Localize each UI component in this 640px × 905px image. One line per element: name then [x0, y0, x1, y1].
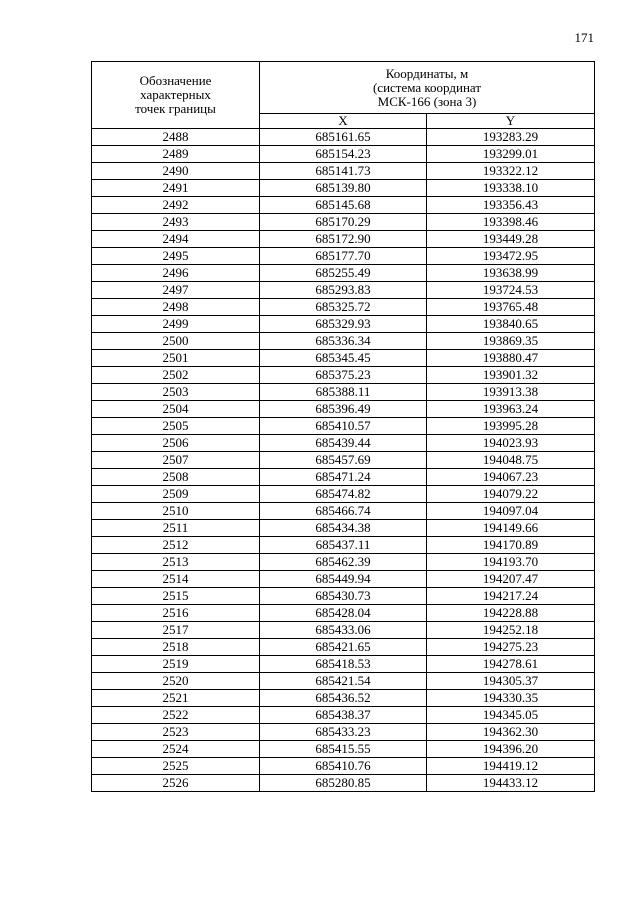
table-row — [92, 214, 595, 231]
y-cell: 193869.35 — [427, 333, 595, 350]
table-row — [92, 690, 595, 707]
table-row — [92, 707, 595, 724]
x-cell: 685449.94 — [260, 571, 427, 588]
point-id-cell: 2526 — [92, 775, 260, 792]
table-row — [92, 554, 595, 571]
y-cell: 193901.32 — [427, 367, 595, 384]
y-cell: 194419.12 — [427, 758, 595, 775]
table-row — [92, 299, 595, 316]
y-cell: 193724.53 — [427, 282, 595, 299]
y-cell: 193338.10 — [427, 180, 595, 197]
table-row — [92, 622, 595, 639]
point-id-cell: 2513 — [92, 554, 260, 571]
table-row — [92, 724, 595, 741]
point-id-cell: 2512 — [92, 537, 260, 554]
y-cell: 194067.23 — [427, 469, 595, 486]
table-row — [92, 248, 595, 265]
x-cell: 685410.57 — [260, 418, 427, 435]
x-cell: 685436.52 — [260, 690, 427, 707]
point-id-cell: 2508 — [92, 469, 260, 486]
x-cell: 685438.37 — [260, 707, 427, 724]
x-cell: 685375.23 — [260, 367, 427, 384]
y-cell: 193840.65 — [427, 316, 595, 333]
x-cell: 685280.85 — [260, 775, 427, 792]
y-cell: 193283.29 — [427, 129, 595, 146]
y-cell: 194079.22 — [427, 486, 595, 503]
y-cell: 194362.30 — [427, 724, 595, 741]
x-cell: 685255.49 — [260, 265, 427, 282]
x-cell: 685154.23 — [260, 146, 427, 163]
point-id-cell: 2504 — [92, 401, 260, 418]
x-cell: 685145.68 — [260, 197, 427, 214]
x-cell: 685433.06 — [260, 622, 427, 639]
x-cell: 685437.11 — [260, 537, 427, 554]
x-cell: 685329.93 — [260, 316, 427, 333]
x-cell: 685415.55 — [260, 741, 427, 758]
header-designation-line: точек границы — [135, 101, 216, 116]
y-cell: 194305.37 — [427, 673, 595, 690]
table-row — [92, 418, 595, 435]
table-row — [92, 452, 595, 469]
table-row — [92, 486, 595, 503]
y-cell: 194023.93 — [427, 435, 595, 452]
table-row — [92, 197, 595, 214]
x-cell: 685428.04 — [260, 605, 427, 622]
y-cell: 194433.12 — [427, 775, 595, 792]
table-row — [92, 469, 595, 486]
table-row — [92, 588, 595, 605]
x-cell: 685439.44 — [260, 435, 427, 452]
point-id-cell: 2509 — [92, 486, 260, 503]
point-id-cell: 2498 — [92, 299, 260, 316]
x-cell: 685421.54 — [260, 673, 427, 690]
point-id-cell: 2519 — [92, 656, 260, 673]
header-x: X — [260, 114, 427, 129]
point-id-cell: 2492 — [92, 197, 260, 214]
point-id-cell: 2491 — [92, 180, 260, 197]
x-cell: 685410.76 — [260, 758, 427, 775]
table-row — [92, 265, 595, 282]
table-row — [92, 673, 595, 690]
point-id-cell: 2515 — [92, 588, 260, 605]
point-id-cell: 2517 — [92, 622, 260, 639]
point-id-cell: 2499 — [92, 316, 260, 333]
y-cell: 193398.46 — [427, 214, 595, 231]
y-cell: 193472.95 — [427, 248, 595, 265]
table-row — [92, 605, 595, 622]
table-header-row — [92, 62, 595, 114]
table-row — [92, 435, 595, 452]
x-cell: 685345.45 — [260, 350, 427, 367]
table-row — [92, 401, 595, 418]
x-cell: 685170.29 — [260, 214, 427, 231]
point-id-cell: 2500 — [92, 333, 260, 350]
x-cell: 685177.70 — [260, 248, 427, 265]
point-id-cell: 2518 — [92, 639, 260, 656]
table-row — [92, 537, 595, 554]
x-cell: 685430.73 — [260, 588, 427, 605]
y-cell: 194149.66 — [427, 520, 595, 537]
y-cell: 193449.28 — [427, 231, 595, 248]
x-cell: 685172.90 — [260, 231, 427, 248]
x-cell: 685396.49 — [260, 401, 427, 418]
table-row — [92, 571, 595, 588]
x-cell: 685433.23 — [260, 724, 427, 741]
point-id-cell: 2505 — [92, 418, 260, 435]
y-cell: 193638.99 — [427, 265, 595, 282]
header-point-designation — [92, 62, 260, 129]
point-id-cell: 2516 — [92, 605, 260, 622]
x-cell: 685457.69 — [260, 452, 427, 469]
table-row — [92, 775, 595, 792]
y-cell: 193299.01 — [427, 146, 595, 163]
y-cell: 194275.23 — [427, 639, 595, 656]
header-designation-line: Обозначение — [139, 73, 212, 88]
y-cell: 194228.88 — [427, 605, 595, 622]
table-body — [92, 129, 595, 792]
point-id-cell: 2489 — [92, 146, 260, 163]
y-cell: 194207.47 — [427, 571, 595, 588]
y-cell: 194252.18 — [427, 622, 595, 639]
header-coordinates-line: МСК-166 (зона 3) — [377, 93, 477, 109]
x-cell: 685325.72 — [260, 299, 427, 316]
x-cell: 685293.83 — [260, 282, 427, 299]
point-id-cell: 2511 — [92, 520, 260, 537]
point-id-cell: 2514 — [92, 571, 260, 588]
point-id-cell: 2507 — [92, 452, 260, 469]
point-id-cell: 2525 — [92, 758, 260, 775]
point-id-cell: 2503 — [92, 384, 260, 401]
point-id-cell: 2488 — [92, 129, 260, 146]
point-id-cell: 2493 — [92, 214, 260, 231]
point-id-cell: 2497 — [92, 282, 260, 299]
x-cell: 685141.73 — [260, 163, 427, 180]
table-row — [92, 163, 595, 180]
table-row — [92, 231, 595, 248]
table-row — [92, 146, 595, 163]
header-coordinates-line: Координаты, м — [385, 65, 469, 81]
y-cell: 193880.47 — [427, 350, 595, 367]
y-cell: 193995.28 — [427, 418, 595, 435]
point-id-cell: 2506 — [92, 435, 260, 452]
point-id-cell: 2490 — [92, 163, 260, 180]
y-cell: 194330.35 — [427, 690, 595, 707]
table-row — [92, 503, 595, 520]
table-row — [92, 741, 595, 758]
x-cell: 685421.65 — [260, 639, 427, 656]
y-cell: 194396.20 — [427, 741, 595, 758]
point-id-cell: 2524 — [92, 741, 260, 758]
x-cell: 685336.34 — [260, 333, 427, 350]
point-id-cell: 2495 — [92, 248, 260, 265]
point-id-cell: 2520 — [92, 673, 260, 690]
point-id-cell: 2501 — [92, 350, 260, 367]
y-cell: 193765.48 — [427, 299, 595, 316]
x-cell: 685462.39 — [260, 554, 427, 571]
y-cell: 194278.61 — [427, 656, 595, 673]
table-row — [92, 520, 595, 537]
y-cell: 194170.89 — [427, 537, 595, 554]
header-coordinates-line: (система координат — [372, 79, 482, 95]
table-row — [92, 758, 595, 775]
page-number: 171 — [574, 30, 594, 45]
point-id-cell: 2510 — [92, 503, 260, 520]
table-row — [92, 384, 595, 401]
header-designation-line: характерных — [140, 87, 211, 102]
y-cell: 194345.05 — [427, 707, 595, 724]
y-cell: 193963.24 — [427, 401, 595, 418]
table-row — [92, 367, 595, 384]
point-id-cell: 2523 — [92, 724, 260, 741]
y-cell: 193356.43 — [427, 197, 595, 214]
table-row — [92, 350, 595, 367]
x-cell: 685471.24 — [260, 469, 427, 486]
point-id-cell: 2521 — [92, 690, 260, 707]
header-y: Y — [427, 114, 595, 129]
y-cell: 193913.38 — [427, 384, 595, 401]
table-row — [92, 316, 595, 333]
point-id-cell: 2522 — [92, 707, 260, 724]
y-cell: 194217.24 — [427, 588, 595, 605]
table-row — [92, 282, 595, 299]
table-row — [92, 180, 595, 197]
table-row — [92, 639, 595, 656]
y-cell: 194097.04 — [427, 503, 595, 520]
x-cell: 685388.11 — [260, 384, 427, 401]
x-cell: 685466.74 — [260, 503, 427, 520]
table-row — [92, 333, 595, 350]
y-cell: 194193.70 — [427, 554, 595, 571]
point-id-cell: 2496 — [92, 265, 260, 282]
x-cell: 685161.65 — [260, 129, 427, 146]
x-cell: 685474.82 — [260, 486, 427, 503]
header-coordinates — [260, 62, 595, 114]
y-cell: 194048.75 — [427, 452, 595, 469]
x-cell: 685434.38 — [260, 520, 427, 537]
point-id-cell: 2502 — [92, 367, 260, 384]
x-cell: 685418.53 — [260, 656, 427, 673]
y-cell: 193322.12 — [427, 163, 595, 180]
table-row — [92, 129, 595, 146]
point-id-cell: 2494 — [92, 231, 260, 248]
coordinates-table — [91, 61, 595, 792]
x-cell: 685139.80 — [260, 180, 427, 197]
table-row — [92, 656, 595, 673]
